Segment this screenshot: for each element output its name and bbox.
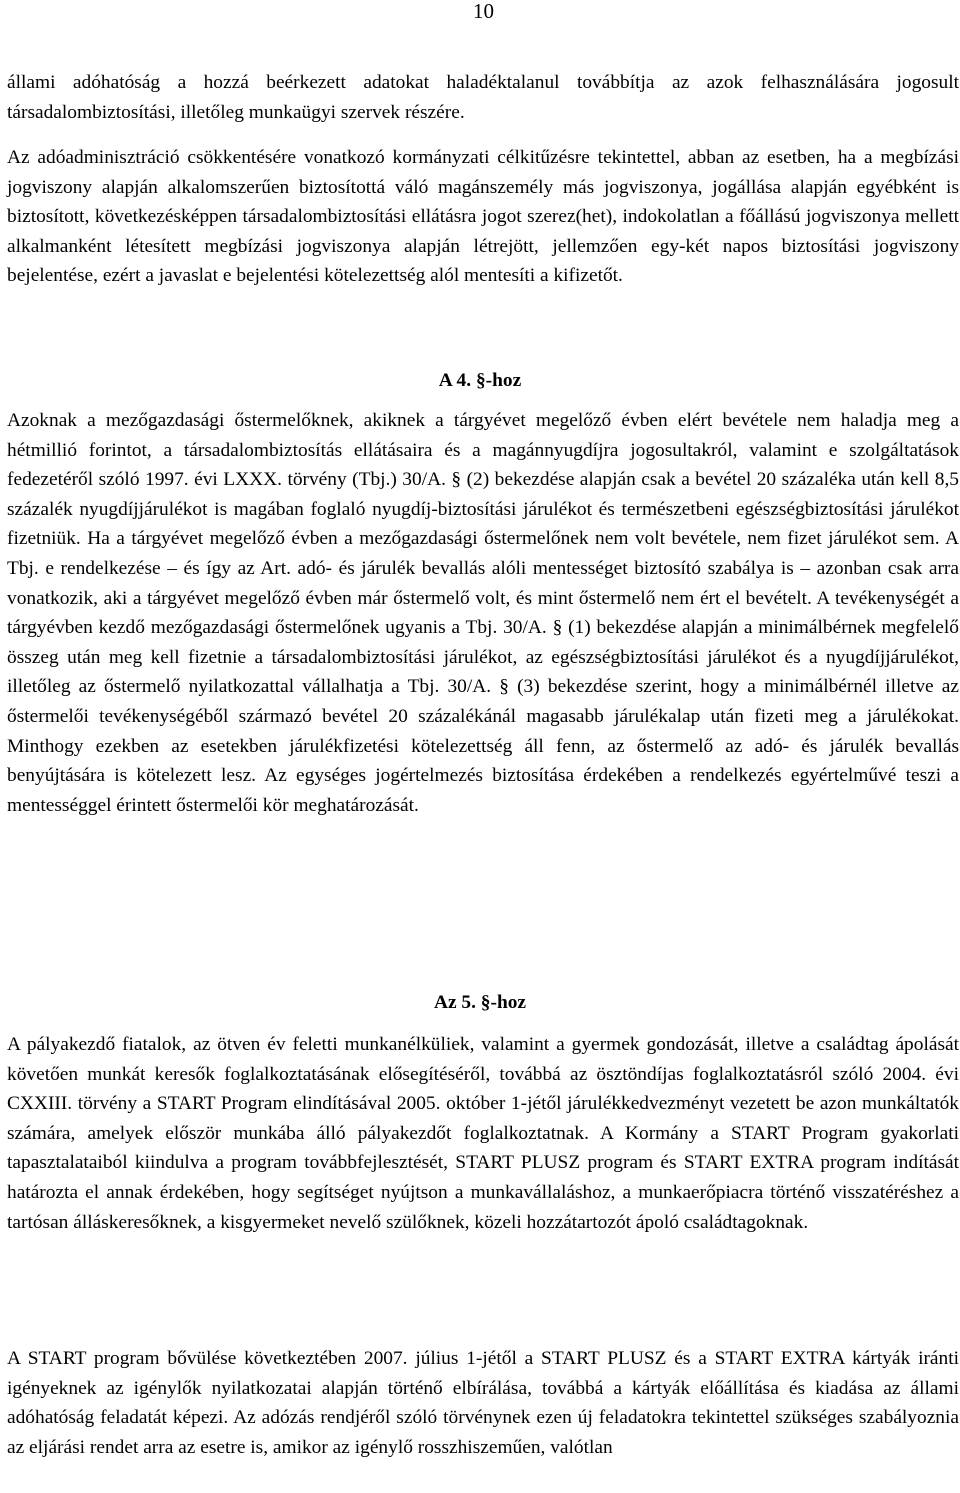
paragraph-section-5-start-program: A pályakezdő fiatalok, az ötven év feletti munkanélküliek, valamint a gyermek gondozását, illetve a családtag ápolását követően munkát keresők foglalkoztatásának elősegítéséről, továbbá az ösztöndíjas foglalkoztatásról szóló 2004. évi CXXIII. törvény a START Program elindításával 2005. október 1-jétől járulékkedvezményt vezetett be azon munkáltatók számára, amelyek először munkába álló pályakezdőt foglalkoztatnak. A Kormány a START Program gyakorlati tapasztalataiból kiindulva a program továbbfejlesztését, START PLUSZ program és START EXTRA program indítását határozta el annak érdekében, hogy segítséget nyújtson a munkavállaláshoz, a munkaerőpiacra történő visszatéréshez a tartósan álláskeresőknek, a kisgyermeket nevelő szülőknek, közeli hozzátartozót ápoló családtagoknak. <box>7 1034 959 1233</box>
page-number: 10 <box>473 0 494 23</box>
paragraph-section-5-start-extension: A START program bővülése következtében 2007. július 1-jétől a START PLUSZ és a START EXTRA kártyák iránti igényeknek az igénylők nyilatkozatai alapján történő elbírálása, továbbá a kártyák előállítása és kiadása az állami adóhatóság feladatát képezi. Az adózás rendjéről szóló törvénynek ezen új feladatokra tekintettel szükséges szabályozniа az eljárási rendet arra az esetre is, amikor az igénylő rosszhiszeműen, valótlan <box>7 1348 959 1458</box>
paragraph-section-4: Azoknak a mezőgazdasági őstermelőknek, akiknek a tárgyévet megelőző évben elért bevétele nem haladja meg a hétmillió forintot, a társadalombiztosítás ellátásaira és a magánnyugdíjra jogosultakról, valamint e szolgáltatások fedezetéről szóló 1997. évi LXXX. törvény (Tbj.) 30/A. § (2) bekezdése alapján csak a bevétel 20 százaléka után kell 8,5 százalék nyugdíjjárulékot is magában foglaló nyugdíj-biztosítási járulékot és természetbeni egészségbiztosítási járulékot fizetniük. Ha a tárgyévet megelőző évben a mezőgazdasági őstermelőnek nem volt bevétele, nem fizet járulékot sem. A Tbj. e rendelkezése – és így az Art. adó- és járulék bevallás alóli mentességet biztosító szabálya is – azonban csak arra vonatkozik, aki a tárgyévet megelőző évben már őstermelő volt, és mint őstermelő nem ért el bevételt. A tevékenységét a tárgyévben kezdő mezőgazdasági őstermelőnek ugyanis a Tbj. 30/A. § (1) bekezdése alapján a minimálbérnek megfelelő összeg után meg kell fizetnie a társadalombiztosítási járulékot, az egészségbiztosítási járulékot és a nyugdíjjárulékot, illetőleg az őstermelő nyilatkozattal vállalhatja a Tbj. 30/A. § (3) bekezdése szerint, hogy a minimálbérnél illetve az őstermelői tevékenységéből származó bevétel 20 százalékánál magasabb járulékalap után fizeti meg a járulékokat. Minthogy ezekben az esetekben járulékfizetési kötelezettség áll fenn, az őstermelő az adó- és járulék bevallás benyújtására is kötelezett lesz. Az egységes jogértelmezés biztosítása érdekében a rendelkezés egyértelművé teszi a mentességgel érintett őstermelői kör meghatározását. <box>7 410 959 816</box>
section-heading-4: A 4. §-hoz <box>438 370 522 391</box>
section-heading-5: Az 5. §-hoz <box>433 992 527 1013</box>
paragraph-intro-continuation: állami adóhatóság a hozzá beérkezett adatokat haladéktalanul továbbítja az azok felhasználására jogosult társadalombiztosítási, illetőleg munkaügyi szervek részére. <box>7 72 959 123</box>
paragraph-administration: Az adóadminisztráció csökkentésére vonatkozó kormányzati célkitűzésre tekintettel, abban az esetben, ha a megbízási jogviszony alapján alkalomszerűen biztosítottá váló magánszemély más jogviszonya, jogállása alapján egyébként is biztosított, következésképpen társadalombiztosítási ellátásra jogot szerez(het), indokolatlan a főállású jogviszonya mellett alkalmanként létesített megbízási jogviszonya alapján létrejött, jellemzően egy-két napos biztosítási jogviszony bejelentése, ezért a javaslat e bejelentési kötelezettség alól mentesíti a kifizetőt. <box>7 147 959 287</box>
